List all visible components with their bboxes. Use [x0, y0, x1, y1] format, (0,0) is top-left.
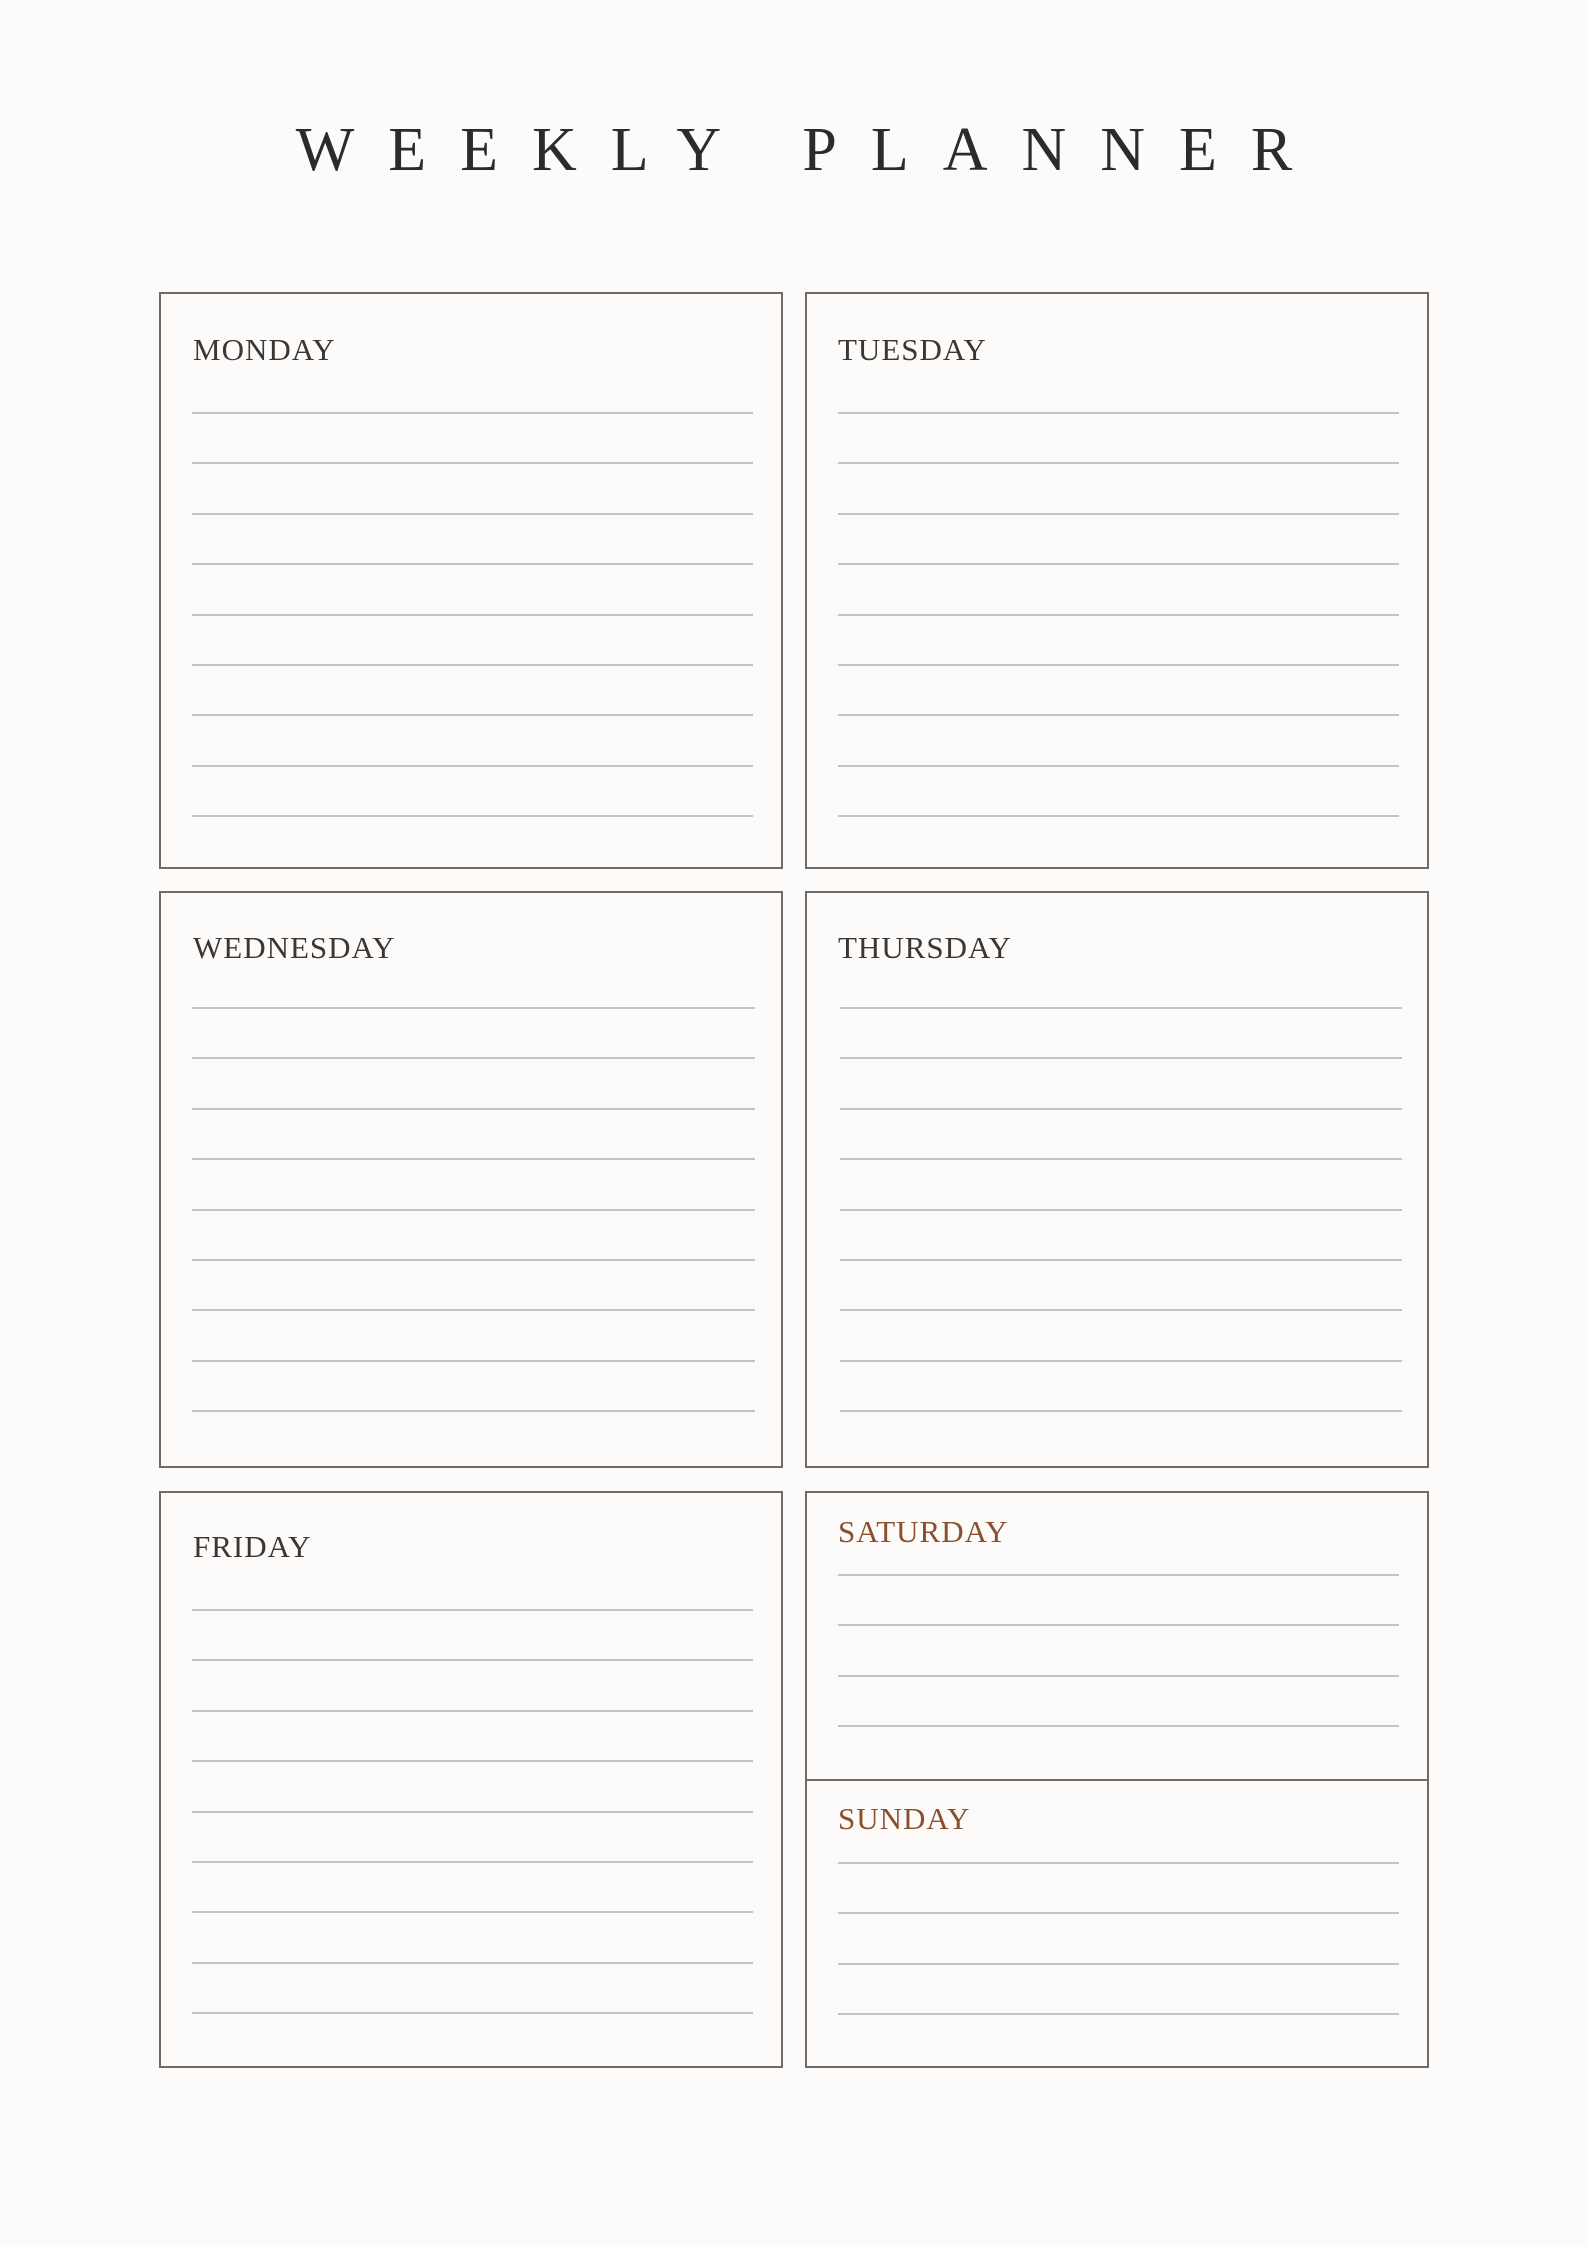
writing-line[interactable] — [192, 1911, 753, 1913]
writing-line[interactable] — [192, 815, 753, 817]
day-box-wednesday — [159, 891, 783, 1468]
day-label-thursday: THURSDAY — [838, 930, 1012, 965]
writing-line[interactable] — [192, 1811, 753, 1813]
writing-line[interactable] — [838, 1862, 1399, 1864]
page-title: WEEKLY PLANNER — [295, 116, 1327, 184]
writing-line[interactable] — [838, 765, 1399, 767]
writing-line[interactable] — [192, 1962, 753, 1964]
writing-line[interactable] — [192, 2012, 753, 2014]
writing-line[interactable] — [192, 1158, 755, 1160]
writing-line[interactable] — [838, 1725, 1399, 1727]
writing-line[interactable] — [840, 1360, 1402, 1362]
writing-line[interactable] — [838, 1912, 1399, 1914]
writing-line[interactable] — [192, 1108, 755, 1110]
writing-line[interactable] — [838, 614, 1399, 616]
day-box-monday — [159, 292, 783, 869]
day-box-weekend — [805, 1491, 1429, 2068]
writing-line[interactable] — [838, 815, 1399, 817]
writing-line[interactable] — [192, 412, 753, 414]
writing-line[interactable] — [838, 412, 1399, 414]
writing-line[interactable] — [192, 1209, 755, 1211]
weekend-divider — [807, 1779, 1427, 1781]
writing-line[interactable] — [192, 1659, 753, 1661]
writing-line[interactable] — [840, 1108, 1402, 1110]
writing-line[interactable] — [192, 1609, 753, 1611]
writing-line[interactable] — [838, 462, 1399, 464]
writing-line[interactable] — [840, 1057, 1402, 1059]
writing-line[interactable] — [838, 664, 1399, 666]
day-label-friday: FRIDAY — [193, 1529, 312, 1564]
day-label-saturday: SATURDAY — [838, 1514, 1009, 1549]
writing-line[interactable] — [840, 1158, 1402, 1160]
day-label-tuesday: TUESDAY — [838, 332, 987, 367]
writing-line[interactable] — [192, 664, 753, 666]
writing-line[interactable] — [840, 1309, 1402, 1311]
day-box-friday — [159, 1491, 783, 2068]
writing-line[interactable] — [192, 765, 753, 767]
writing-line[interactable] — [838, 563, 1399, 565]
writing-line[interactable] — [840, 1259, 1402, 1261]
writing-line[interactable] — [192, 1259, 755, 1261]
writing-line[interactable] — [838, 2013, 1399, 2015]
writing-line[interactable] — [838, 513, 1399, 515]
writing-line[interactable] — [838, 1675, 1399, 1677]
writing-line[interactable] — [838, 1963, 1399, 1965]
writing-line[interactable] — [838, 1624, 1399, 1626]
writing-line[interactable] — [840, 1209, 1402, 1211]
writing-line[interactable] — [192, 1007, 755, 1009]
writing-line[interactable] — [840, 1410, 1402, 1412]
writing-line[interactable] — [838, 714, 1399, 716]
writing-line[interactable] — [192, 1760, 753, 1762]
writing-line[interactable] — [192, 513, 753, 515]
writing-line[interactable] — [192, 1057, 755, 1059]
writing-line[interactable] — [838, 1574, 1399, 1576]
day-box-thursday — [805, 891, 1429, 1468]
writing-line[interactable] — [192, 1360, 755, 1362]
day-label-sunday: SUNDAY — [838, 1801, 971, 1836]
writing-line[interactable] — [192, 1410, 755, 1412]
writing-line[interactable] — [192, 614, 753, 616]
day-box-tuesday — [805, 292, 1429, 869]
writing-line[interactable] — [192, 563, 753, 565]
writing-line[interactable] — [192, 1309, 755, 1311]
writing-line[interactable] — [192, 714, 753, 716]
writing-line[interactable] — [192, 1710, 753, 1712]
writing-line[interactable] — [192, 1861, 753, 1863]
writing-line[interactable] — [840, 1007, 1402, 1009]
day-label-monday: MONDAY — [193, 332, 336, 367]
day-label-wednesday: WEDNESDAY — [193, 930, 396, 965]
writing-line[interactable] — [192, 462, 753, 464]
